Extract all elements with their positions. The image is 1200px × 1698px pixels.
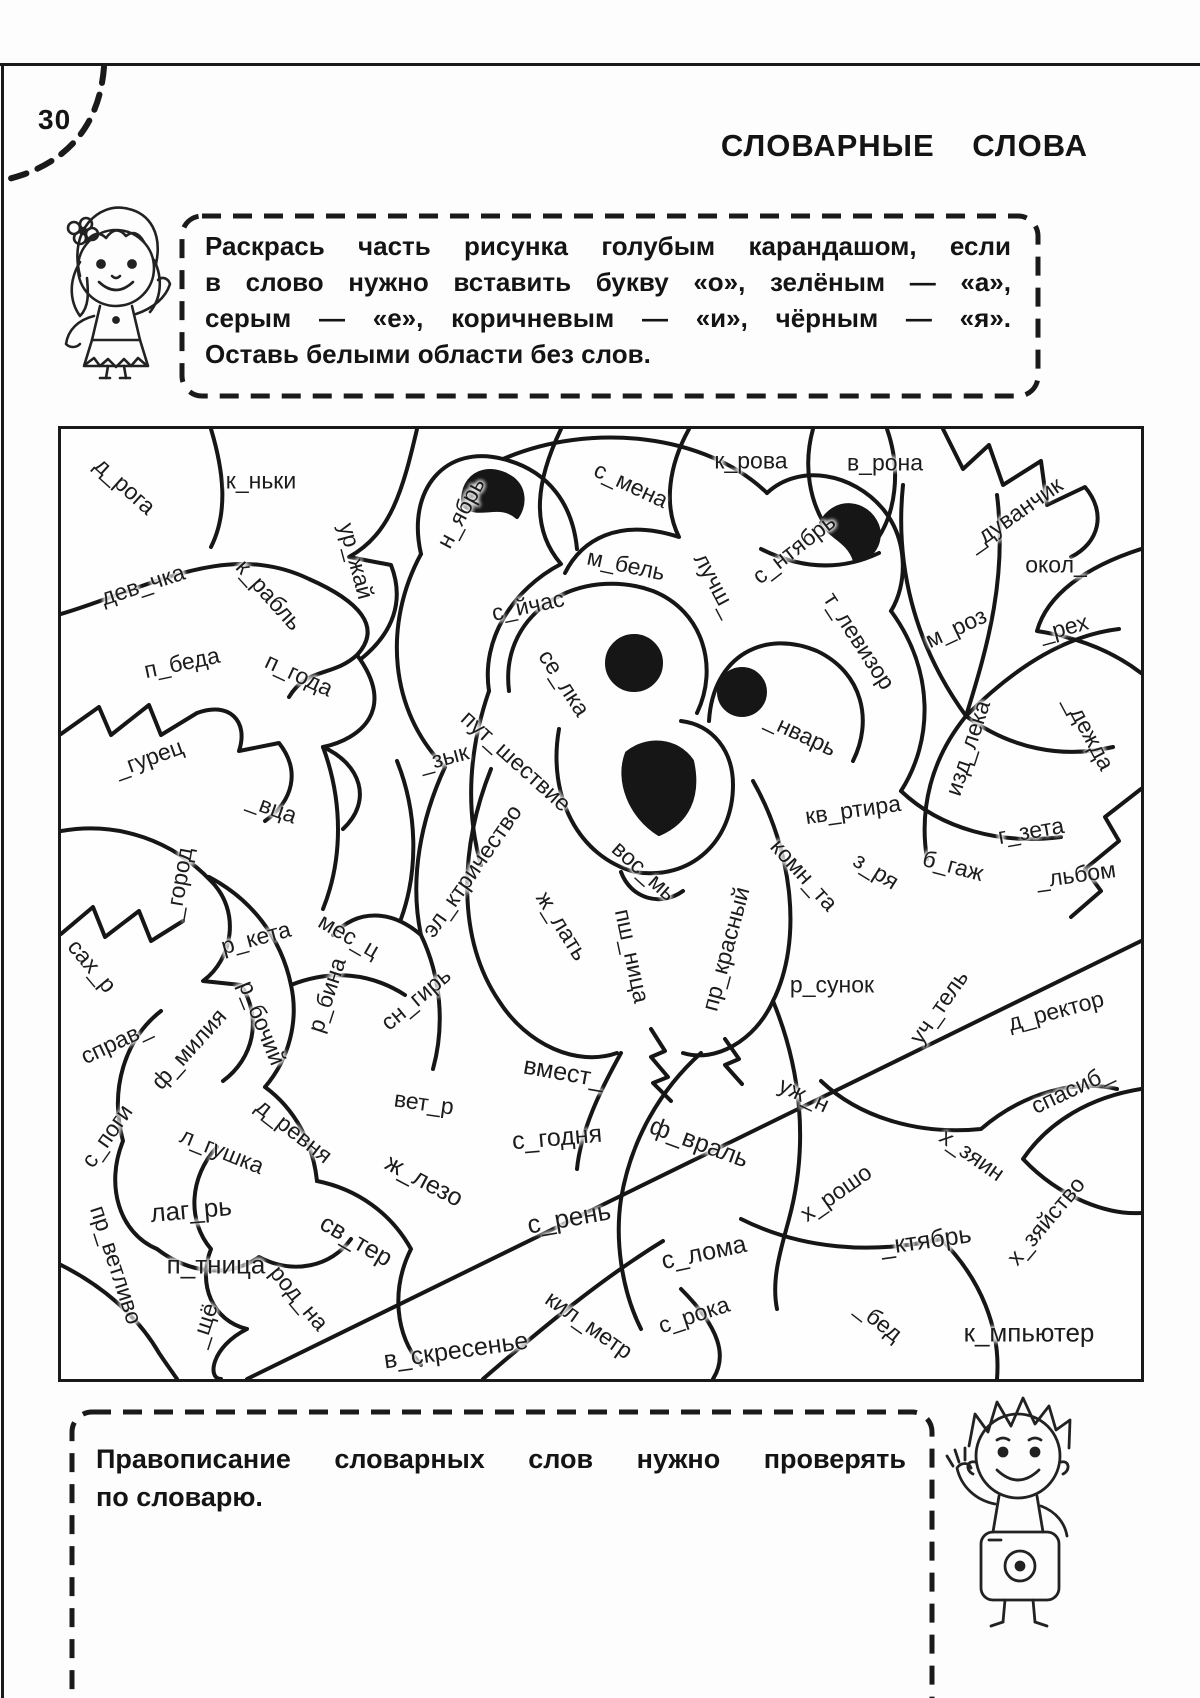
- puzzle-word: к_рова: [714, 447, 788, 474]
- puzzle-word: пр_ветливо: [85, 1202, 148, 1328]
- text-line: серым — «е», коричневым — «и», чёрным — «я».: [205, 303, 1011, 333]
- puzzle-word: б_гаж: [919, 844, 987, 887]
- puzzle-word: _ктябрь: [878, 1220, 974, 1261]
- puzzle-word: д_ревня: [251, 1092, 338, 1169]
- puzzle-word: м_роз: [921, 602, 991, 653]
- puzzle-word: _дежда: [1059, 691, 1120, 775]
- puzzle-word: ж_лезо: [380, 1148, 468, 1213]
- puzzle-word: ур_жай: [333, 519, 380, 602]
- puzzle-word: _льбом: [1034, 856, 1118, 893]
- puzzle-word: _бед: [851, 1294, 908, 1347]
- text-line: Оставь белыми области без слов.: [205, 339, 651, 369]
- text-line: Правописание словарных слов нужно проверять: [96, 1444, 906, 1474]
- puzzle-word: р_бина: [302, 954, 351, 1036]
- puzzle-word: _гурец: [110, 733, 187, 782]
- text-line: по словарю.: [96, 1482, 263, 1512]
- puzzle-word: с_поги: [75, 1099, 138, 1173]
- puzzle-word: дев_чка: [97, 558, 189, 611]
- puzzle-word: ф_милия: [145, 1003, 232, 1095]
- puzzle-word: _дуванчик: [962, 471, 1068, 556]
- puzzle-word: д_ректор: [1005, 985, 1107, 1036]
- puzzle-word: кил_метр: [540, 1285, 638, 1365]
- puzzle-word: р_кета: [218, 915, 294, 960]
- puzzle-word: вмест_: [521, 1051, 607, 1094]
- puzzle-word: эл_ктричество: [416, 799, 527, 942]
- puzzle-word: п_тница: [166, 1249, 266, 1280]
- puzzle-word: с_нтябрь: [747, 508, 841, 589]
- page-top-rule: [0, 63, 1200, 66]
- text-line: Раскрась часть рисунка голубым карандашом, если: [205, 231, 1011, 261]
- puzzle-word: _рех: [1036, 608, 1092, 647]
- puzzle-word: м_бель: [584, 543, 668, 586]
- puzzle-word: справ_: [76, 1014, 156, 1070]
- puzzle-word: п_беда: [141, 641, 223, 684]
- page-number: 30: [38, 104, 72, 135]
- puzzle-word: с_йчас: [489, 585, 567, 626]
- puzzle-word: в_рона: [846, 449, 924, 476]
- puzzle-word: род_на: [264, 1259, 335, 1336]
- coloring-puzzle: [58, 426, 1144, 1382]
- puzzle-word: ф_враль: [645, 1111, 753, 1174]
- puzzle-word: комн_та: [765, 833, 844, 916]
- puzzle-word: сн_гирь: [375, 961, 456, 1036]
- puzzle-word: х_зяйство: [1001, 1171, 1090, 1270]
- puzzle-word: вет_р: [392, 1085, 456, 1120]
- puzzle-word: к_ньки: [225, 467, 297, 494]
- puzzle-word: кв_ртира: [803, 789, 903, 830]
- puzzle-word: р_сунок: [789, 971, 875, 998]
- puzzle-word: р_бочий: [233, 976, 292, 1069]
- puzzle-word: в_скресенье: [381, 1326, 530, 1375]
- puzzle-word: х_рошо: [795, 1158, 877, 1227]
- puzzle-word: пут_шествие: [456, 704, 577, 817]
- puzzle-word: св_тер: [315, 1208, 398, 1273]
- puzzle-word: мес_ц: [314, 907, 385, 964]
- puzzle-word: спасиб_: [1026, 1058, 1117, 1119]
- footer-text: [96, 1440, 906, 1516]
- puzzle-word: вос_мь: [607, 835, 682, 906]
- page-left-rule: [1, 63, 4, 1698]
- puzzle-words: [61, 429, 1141, 1379]
- flower-icon: [68, 218, 98, 244]
- puzzle-word: _вца: [243, 786, 301, 829]
- puzzle-word: _город: [159, 845, 198, 921]
- puzzle-word: с_мена: [590, 456, 673, 513]
- puzzle-word: _зык: [416, 738, 472, 777]
- puzzle-word: с_рока: [655, 1290, 733, 1339]
- puzzle-word: л_гушка: [176, 1122, 268, 1180]
- girl-illustration: [28, 198, 178, 380]
- text-line: в слово нужно вставить букву «о», зелёным — «а»,: [205, 267, 1011, 297]
- page-title: СЛОВАРНЫЕ СЛОВА: [720, 128, 1088, 163]
- puzzle-word: к_рабль: [230, 554, 308, 636]
- puzzle-word: окол_: [1025, 551, 1087, 578]
- puzzle-word: се_лка: [533, 644, 596, 721]
- puzzle-word: уч_тель: [903, 964, 974, 1049]
- puzzle-word: лучш_: [688, 548, 744, 621]
- puzzle-word: с_годня: [510, 1119, 604, 1156]
- boy-illustration: [925, 1382, 1105, 1638]
- puzzle-word: т_левизор: [818, 587, 901, 695]
- puzzle-word: сах_р: [62, 933, 123, 998]
- puzzle-word: к_мпьютер: [963, 1317, 1095, 1348]
- puzzle-word: _щё: [184, 1299, 223, 1351]
- puzzle-word: ж_лать: [531, 886, 594, 966]
- instruction-text: [205, 228, 1011, 372]
- puzzle-word: с_рень: [524, 1195, 614, 1240]
- puzzle-word: _нварь: [761, 705, 841, 762]
- puzzle-word: пш_ница: [609, 906, 656, 1006]
- puzzle-word: уж_н: [774, 1071, 834, 1118]
- puzzle-word: с_лома: [658, 1229, 750, 1276]
- puzzle-word: н_ябрь: [431, 473, 490, 553]
- puzzle-word: изд_лека: [939, 696, 996, 799]
- puzzle-word: з_ря: [848, 846, 904, 895]
- puzzle-word: х_зяин: [934, 1123, 1010, 1187]
- puzzle-word: д_рога: [89, 451, 161, 520]
- puzzle-word: пр_красный: [696, 884, 755, 1014]
- puzzle-word: лаг_рь: [149, 1191, 233, 1229]
- puzzle-word: п_года: [261, 647, 338, 702]
- puzzle-word: г_зета: [995, 811, 1066, 850]
